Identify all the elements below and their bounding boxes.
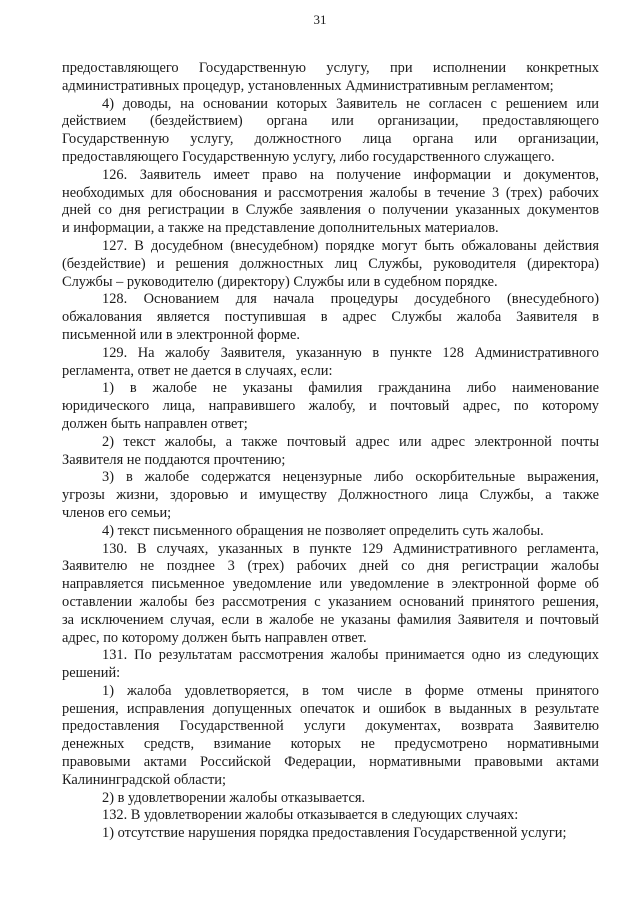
text-line: за исключением случая, если в жалобе не указаны фамилия Заявителя и почтовый [62, 611, 599, 628]
text-line: 126. Заявитель имеет право на получение информации и документов, [102, 166, 599, 183]
text-line: 3) в жалобе содержатся нецензурные либо оскорбительные выражения, [102, 469, 599, 486]
text-line: предоставления Государственной услуги документах, возврата Заявителю [62, 718, 599, 735]
text-line: правовыми актами Российской Федерации, нормативными правовыми актами [62, 754, 599, 771]
text-line: направляется письменное уведомление или уведомление в электронной форме об [62, 576, 599, 593]
text-line: адрес, по которому должен быть направлен ответ. [62, 629, 367, 646]
page-number: 31 [313, 12, 327, 27]
text-line: и информации, а также на представление дополнительных материалов. [62, 220, 499, 237]
text-line: письменной или в электронной форме. [62, 326, 300, 343]
text-line: 132. В удовлетворении жалобы отказывается в следующих случаях: [102, 807, 519, 824]
text-line: Службы – руководителю (директору) Службы или в судебном порядке. [62, 273, 498, 290]
text-line: Заявителя не поддаются прочтению; [62, 451, 286, 468]
text-line: 4) доводы, на основании которых Заявитель не согласен с решением или [102, 95, 599, 112]
text-line: 1) отсутствие нарушения порядка предоставления Государственной услуги; [102, 825, 567, 842]
document-body [62, 60, 599, 843]
text-line: 2) текст жалобы, а также почтовый адрес или адрес электронной почты [102, 433, 599, 450]
text-line: юридического лица, направившего жалобу, и почтовый адрес, по которому [62, 398, 599, 415]
text-line: должен быть направлен ответ; [62, 415, 248, 432]
text-line: 129. На жалобу Заявителя, указанную в пункте 128 Административного [102, 344, 599, 361]
text-line: Государственную услугу, должностного лица органа или организации, [62, 131, 599, 148]
text-line: оставлении жалобы без рассмотрения с указанием оснований принятого решения, [62, 593, 599, 610]
text-line: административных процедур, установленных Административным регламентом; [62, 77, 554, 94]
text-line: денежных средств, взимание которых не предусмотрено нормативными [62, 736, 599, 753]
text-line: 4) текст письменного обращения не позволяет определить суть жалобы. [102, 522, 544, 539]
text-line: членов его семьи; [62, 504, 172, 521]
text-line: решения, исправления допущенных опечаток и ошибок в выданных в результате [62, 700, 599, 717]
text-line: действием (бездействием) органа или организации, предоставляющего [62, 113, 599, 130]
text-line: решений: [62, 665, 121, 682]
text-line: обжалования является поступившая в адрес Службы жалоба Заявителя в [62, 309, 599, 326]
text-line: регламента, ответ не дается в случаях, если: [62, 362, 333, 379]
text-line: Заявителю не позднее 3 (трех) рабочих дней со дня регистрации жалобы [62, 558, 599, 575]
text-line: предоставляющего Государственную услугу, либо государственного служащего. [62, 148, 555, 165]
text-line: предоставляющего Государственную услугу, при исполнении конкретных [62, 60, 599, 76]
text-line: 130. В случаях, указанных в пункте 129 Административного регламента, [102, 540, 599, 557]
text-line: угрозы жизни, здоровью и имуществу Должностного лица Службы, а также [62, 487, 599, 504]
text-line: 128. Основанием для начала процедуры досудебного (внесудебного) [102, 291, 599, 308]
text-line: 127. В досудебном (внесудебном) порядке могут быть обжалованы действия [102, 237, 599, 254]
text-line: 1) в жалобе не указаны фамилия гражданина либо наименование [102, 380, 599, 397]
text-line: 2) в удовлетворении жалобы отказывается. [102, 789, 366, 806]
text-line: дней со дня регистрации в Службе заявления о получении указанных документов [62, 202, 599, 219]
text-line: 1) жалоба удовлетворяется, в том числе в форме отмены принятого [102, 682, 599, 699]
text-line: 131. По результатам рассмотрения жалобы принимается одно из следующих [102, 647, 599, 664]
text-line: (бездействие) и решения должностных лиц Службы, руководителя (директора) [62, 255, 599, 272]
text-line: необходимых для обоснования и рассмотрения жалобы в течение 3 (трех) рабочих [62, 184, 599, 201]
text-line: Калининградской области; [62, 771, 226, 788]
